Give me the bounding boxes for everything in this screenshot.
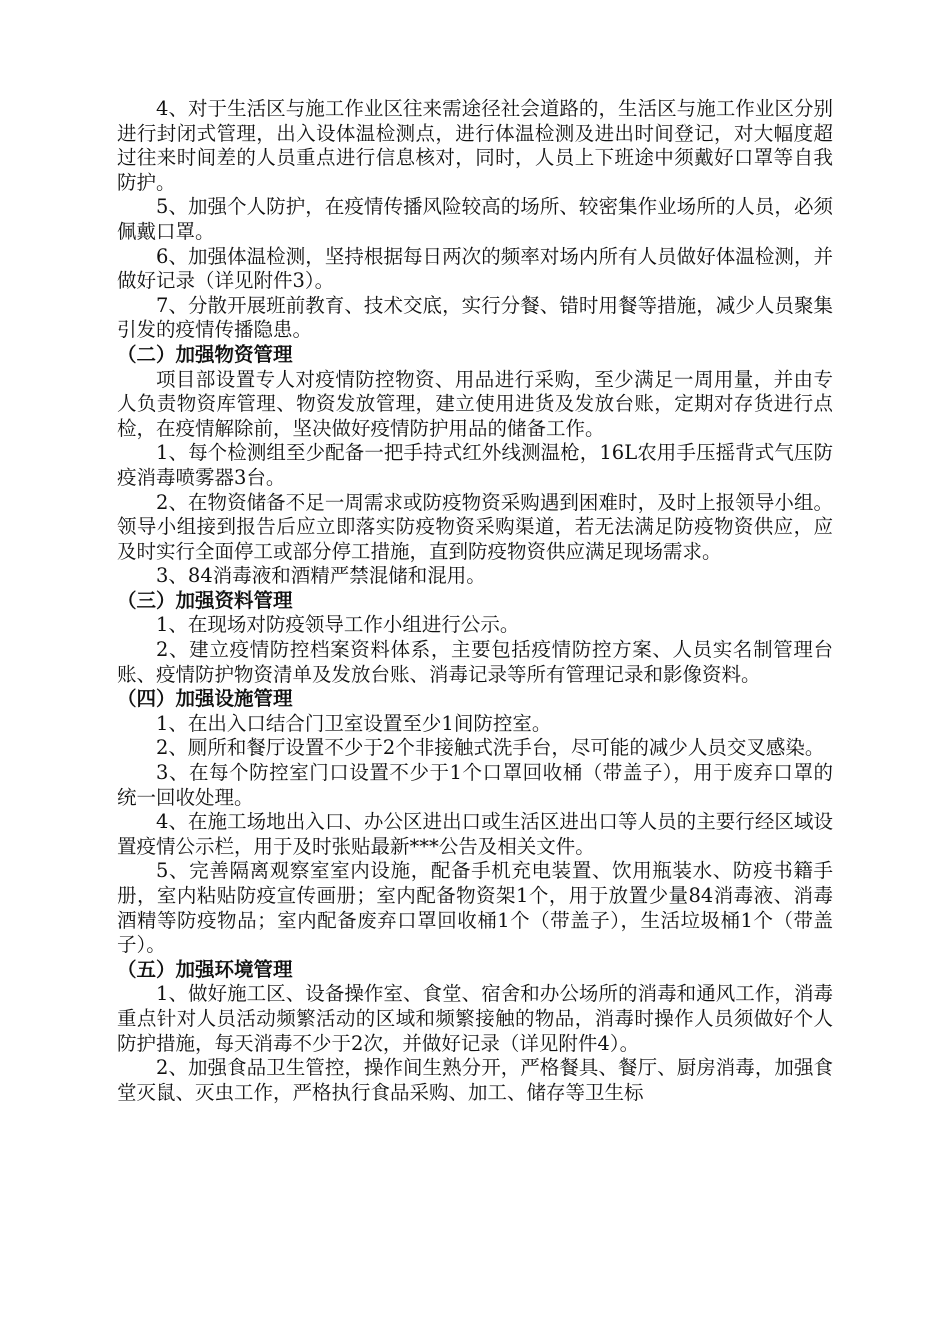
document-body: [117, 97, 833, 1105]
paragraph: 项目部设置专人对疫情防控物资、用品进行采购，至少满足一周用量，并由专人负责物资库管理、物资发放管理，建立使用进货及发放台账，定期对存货进行点检，在疫情解除前，坚决做好疫情防护用品的储备工作。: [117, 367, 833, 440]
paragraph: 1、在现场对防疫领导工作小组进行公示。: [156, 613, 520, 637]
paragraph: 2、厕所和餐厅设置不少于2个非接触式洗手台，尽可能的减少人员交叉感染。: [156, 736, 825, 760]
paragraph: 5、加强个人防护，在疫情传播风险较高的场所、较密集作业场所的人员，必须佩戴口罩。: [117, 195, 833, 243]
paragraph: 7、分散开展班前教育、技术交底，实行分餐、错时用餐等措施，减少人员聚集引发的疫情传播隐患。: [117, 293, 833, 342]
paragraph: 5、完善隔离观察室室内设施，配备手机充电装置、饮用瓶装水、防疫书籍手册，室内粘贴防疫宣传画册；室内配备物资架1个，用于放置少量84消毒液、消毒酒精等防疫物品；室内配备废弃口罩回收桶1个（带盖子），生活垃圾桶1个（带盖子）。: [117, 859, 833, 957]
paragraph: 1、每个检测组至少配备一把手持式红外线测温枪，16L农用手压摇背式气压防疫消毒喷雾器3台。: [117, 441, 833, 489]
paragraph: 2、加强食品卫生管控，操作间生熟分开，严格餐具、餐厅、厨房消毒，加强食堂灭鼠、灭虫工作，严格执行食品采购、加工、储存等卫生标: [117, 1056, 833, 1104]
section-heading: （五）加强环境管理: [117, 957, 293, 981]
paragraph: 2、建立疫情防控档案资料体系，主要包括疫情防控方案、人员实名制管理台账、疫情防护物资清单及发放台账、消毒记录等所有管理记录和影像资料。: [117, 638, 833, 686]
paragraph: 3、在每个防控室门口设置不少于1个口罩回收桶（带盖子），用于废弃口罩的统一回收处理。: [117, 761, 833, 809]
paragraph: 4、对于生活区与施工作业区往来需途径社会道路的，生活区与施工作业区分别进行封闭式管理，出入设体温检测点，进行体温检测及进出时间登记，对大幅度超过往来时间差的人员重点进行信息核对，同时，人员上下班途中须戴好口罩等自我防护。: [117, 97, 833, 194]
section-heading: （四）加强设施管理: [117, 687, 293, 711]
paragraph: 1、在出入口结合门卫室设置至少1间防控室。: [156, 711, 552, 735]
paragraph: 1、做好施工区、设备操作室、食堂、宿舍和办公场所的消毒和通风工作，消毒重点针对人员活动频繁活动的区域和频繁接触的物品，消毒时操作人员须做好个人防护措施，每天消毒不少于2次，并做好记录（详见附件4）。: [117, 982, 833, 1055]
paragraph: 3、84消毒液和酒精严禁混储和混用。: [156, 564, 486, 588]
paragraph: 4、在施工场地出入口、办公区进出口或生活区进出口等人员的主要行经区域设置疫情公示栏，用于及时张贴最新***公告及相关文件。: [117, 810, 833, 858]
section-heading: （三）加强资料管理: [117, 588, 293, 612]
paragraph: 6、加强体温检测，坚持根据每日两次的频率对场内所有人员做好体温检测，并做好记录（详见附件3）。: [117, 244, 833, 293]
section-heading: （二）加强物资管理: [117, 342, 293, 366]
paragraph: 2、在物资储备不足一周需求或防疫物资采购遇到困难时，及时上报领导小组。领导小组接到报告后应立即落实防疫物资采购渠道，若无法满足防疫物资供应，应及时实行全面停工或部分停工措施，直到防疫物资供应满足现场需求。: [117, 490, 833, 563]
